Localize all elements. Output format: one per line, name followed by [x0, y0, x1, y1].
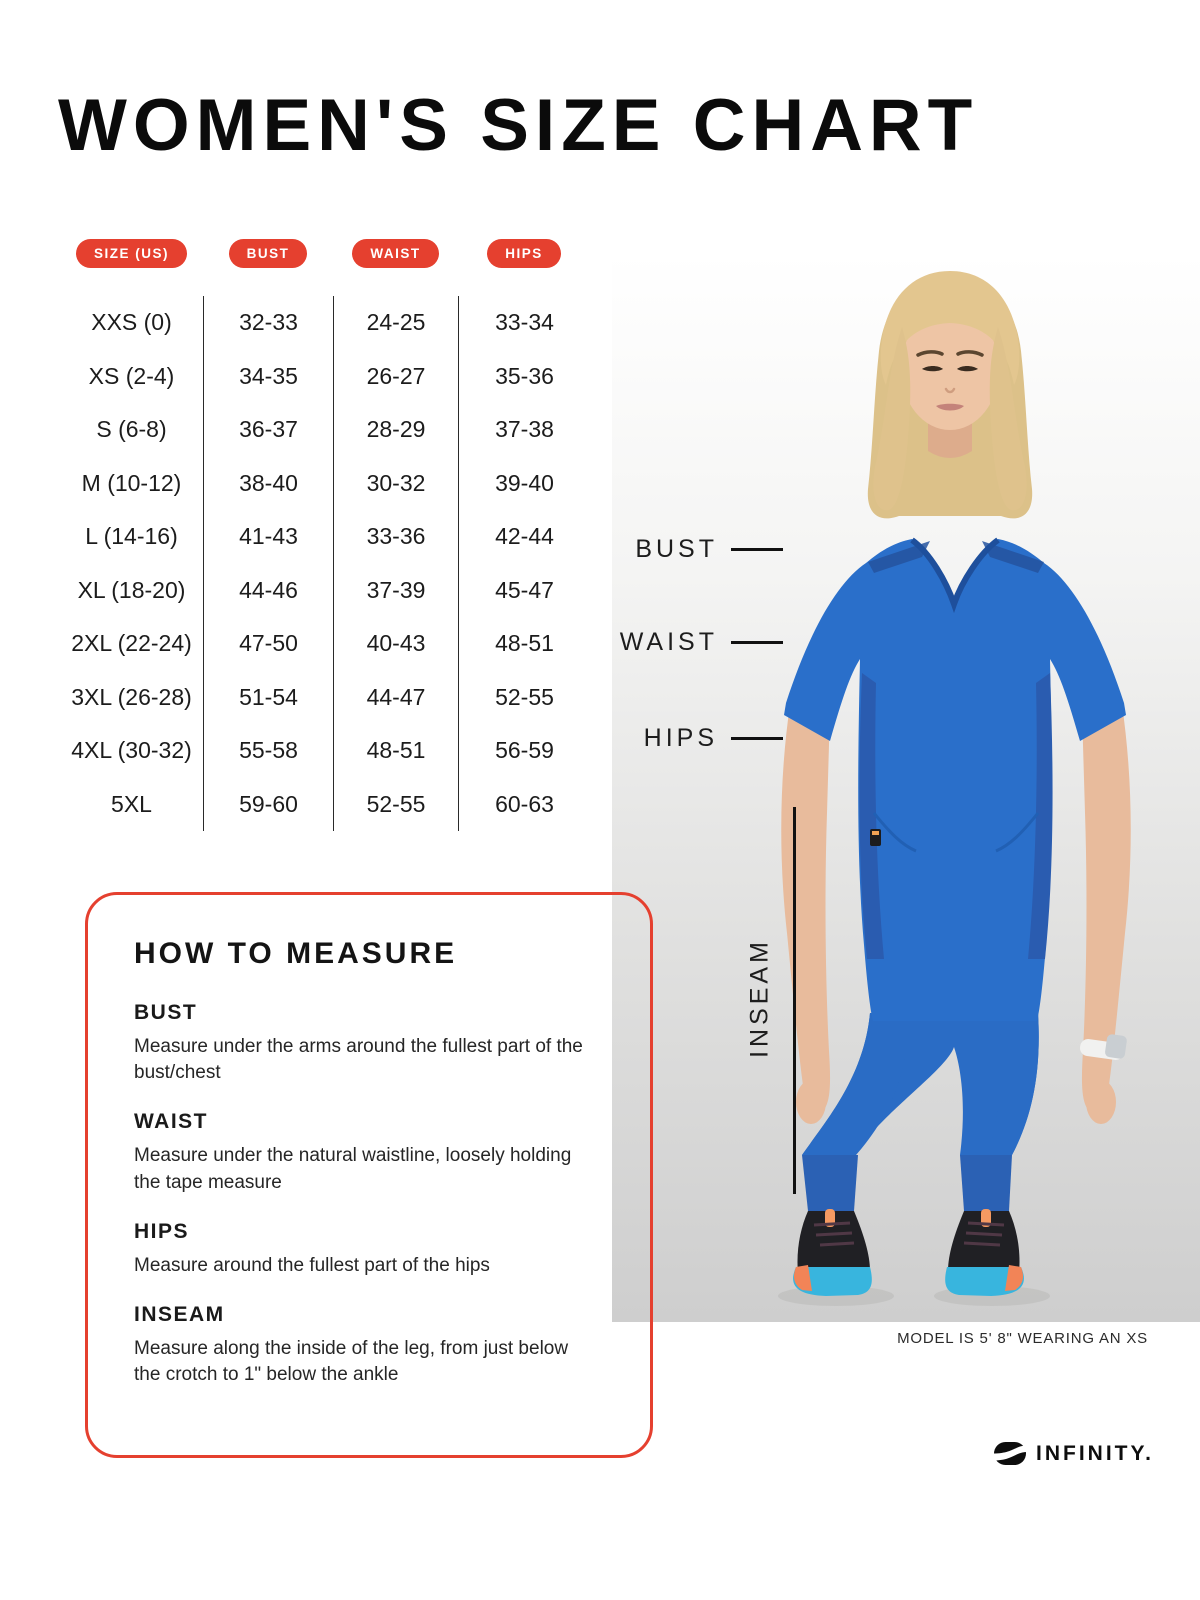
hips-cell: 35-36 — [458, 350, 590, 404]
hips-cell: 33-34 — [458, 296, 590, 350]
size-cell: 5XL — [111, 790, 152, 817]
measure-section-text: Measure under the natural waistline, loosely holding the tape measure — [134, 1145, 572, 1193]
how-to-measure-box — [85, 892, 653, 1458]
bust-cell: 36-37 — [203, 403, 333, 457]
size-cell: L (14-16) — [85, 523, 178, 550]
size-cell: S (6-8) — [96, 416, 167, 443]
inseam-pointer-label: INSEAM — [745, 938, 774, 1058]
page-title: WOMEN'S SIZE CHART — [58, 85, 979, 166]
measure-section-text: Measure under the arms around the fullest part of the bust/chest — [134, 1036, 583, 1084]
column-pill-waist: WAIST — [352, 239, 438, 268]
bust-cell: 38-40 — [203, 457, 333, 511]
bust-cell: 51-54 — [203, 671, 333, 725]
how-to-measure-title: HOW TO MEASURE — [134, 937, 458, 970]
bust-pointer-line — [731, 548, 783, 551]
measure-section-label: WAIST — [134, 1110, 208, 1134]
size-cell: XXS (0) — [91, 309, 172, 336]
bust-cell: 59-60 — [203, 778, 333, 832]
hips-cell: 39-40 — [458, 457, 590, 511]
hips-cell: 48-51 — [458, 617, 590, 671]
bust-cell: 47-50 — [203, 617, 333, 671]
brand-logo-text: INFINITY. — [1036, 1441, 1155, 1465]
hips-cell: 45-47 — [458, 564, 590, 618]
hips-cell: 37-38 — [458, 403, 590, 457]
size-table — [60, 296, 590, 831]
hips-cell: 56-59 — [458, 724, 590, 778]
measure-section-text: Measure around the fullest part of the hips — [134, 1254, 490, 1276]
hips-pointer — [618, 724, 783, 753]
brand-logo — [993, 1441, 1154, 1466]
hips-pointer-line — [731, 737, 783, 740]
size-cell: M (10-12) — [81, 469, 182, 496]
measure-section-label: HIPS — [134, 1219, 190, 1243]
size-cell: XL (18-20) — [77, 576, 186, 603]
measure-section-label: INSEAM — [134, 1303, 225, 1327]
waist-pointer-line — [731, 641, 783, 644]
hips-cell: 60-63 — [458, 778, 590, 832]
measure-section-waist — [134, 1110, 610, 1195]
inseam-pointer-line — [793, 807, 796, 1194]
measure-section-label: BUST — [134, 1001, 198, 1024]
waist-cell: 40-43 — [333, 617, 458, 671]
model-caption: MODEL IS 5' 8" WEARING AN XS — [897, 1330, 1148, 1347]
waist-cell: 37-39 — [333, 564, 458, 618]
column-pill-bust: BUST — [229, 239, 308, 268]
bust-cell: 55-58 — [203, 724, 333, 778]
measure-section-text: Measure along the inside of the leg, from just below the crotch to 1" below the ankle — [134, 1338, 569, 1386]
size-cell: 3XL (26-28) — [71, 683, 192, 710]
waist-cell: 44-47 — [333, 671, 458, 725]
waist-pointer — [618, 628, 783, 657]
measure-section-inseam — [134, 1303, 610, 1388]
bust-pointer-label: BUST — [635, 535, 718, 563]
waist-cell: 48-51 — [333, 724, 458, 778]
measure-section-bust — [134, 1001, 610, 1086]
model-photo — [612, 253, 1200, 1322]
hips-cell: 42-44 — [458, 510, 590, 564]
waist-cell: 30-32 — [333, 457, 458, 511]
size-cell: 4XL (30-32) — [71, 737, 192, 764]
waist-cell: 52-55 — [333, 778, 458, 832]
column-pill-hips: HIPS — [487, 239, 561, 268]
hips-pointer-label: HIPS — [643, 724, 718, 752]
size-cell: 2XL (22-24) — [71, 630, 192, 657]
bust-pointer — [618, 535, 783, 564]
measure-section-hips — [134, 1220, 610, 1279]
model-illustration — [612, 253, 1200, 1322]
size-cell: XS (2-4) — [88, 362, 175, 389]
table-header-row — [60, 239, 590, 268]
waist-cell: 24-25 — [333, 296, 458, 350]
waist-cell: 26-27 — [333, 350, 458, 404]
column-pill-size: SIZE (US) — [76, 239, 187, 268]
bust-cell: 34-35 — [203, 350, 333, 404]
waist-cell: 28-29 — [333, 403, 458, 457]
bust-cell: 44-46 — [203, 564, 333, 618]
bust-cell: 32-33 — [203, 296, 333, 350]
waist-cell: 33-36 — [333, 510, 458, 564]
hips-cell: 52-55 — [458, 671, 590, 725]
infinity-logo-icon — [993, 1441, 1027, 1466]
waist-pointer-label: WAIST — [619, 628, 718, 656]
bust-cell: 41-43 — [203, 510, 333, 564]
